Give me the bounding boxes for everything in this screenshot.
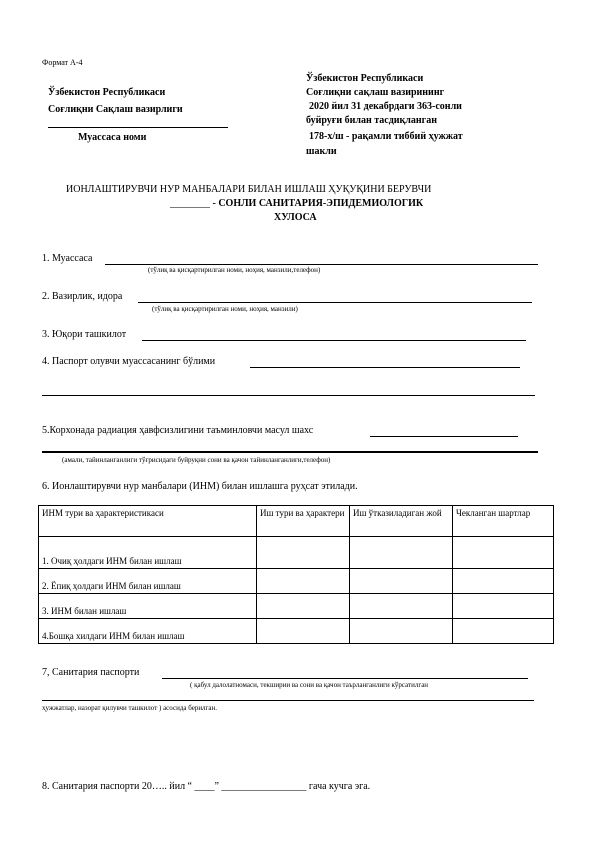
inm-table-header: ИНМ тури ва ҳарактеристикаси (39, 506, 257, 537)
field7-label: 7, Санитария паспорти (42, 667, 140, 678)
work-place-cell[interactable] (350, 594, 453, 619)
left-header-line2: Соғлиқни Сақлаш вазирлиги (48, 104, 183, 115)
right-header-line2: Соғлиқни сақлаш вазирининг (306, 87, 445, 98)
table-row (39, 619, 554, 644)
inm-table-header: Иш тури ва ҳарактери (257, 506, 350, 537)
inm-table-header: Иш ўтказиладиган жой (350, 506, 453, 537)
field5-hint: (амали, тайинланганлиги тўғрисидаги буйруқни сони ва қачон тайинланганлиги,телефон) (62, 456, 331, 464)
right-header-line1: Ўзбекистон Республикаси (306, 73, 424, 84)
field8-text: 8. Санитария паспорти 20….. йил “ ____” _________________ гача кучга эга. (42, 781, 371, 792)
title-line2-text: - СОНЛИ САНИТАРИЯ-ЭПИДЕМИОЛОГИК (210, 198, 424, 209)
restrictions-cell[interactable] (453, 537, 554, 569)
field6-label: 6. Ионлаштирувчи нур манбалари (ИНМ) билан ишлашга руҳсат этилади. (42, 481, 358, 492)
inm-table-header: Чекланган шартлар (453, 506, 554, 537)
inm-type-cell: 2. Ёпиқ ҳолдаги ИНМ билан ишлаш (39, 569, 257, 594)
title-line2 (170, 198, 423, 209)
field3-label: 3. Юқори ташкилот (42, 329, 127, 340)
work-place-cell[interactable] (350, 619, 453, 644)
field7-hint: ( қабул далолатномаси, текширии ва сони ва қачон таърланганлиги кўрсатилган (190, 681, 429, 689)
restrictions-cell[interactable] (453, 619, 554, 644)
field1-hint: (тўлиқ ва қисқартирилган номи, ноҳия, манзили,телефон) (148, 266, 321, 274)
field5-input-line2[interactable] (42, 451, 538, 453)
inm-table (38, 505, 554, 644)
left-header-line1: Ўзбекистон Республикаси (48, 87, 166, 98)
format-label: Формат А-4 (42, 58, 83, 67)
field1-label: 1. Муассаса (42, 253, 93, 264)
work-place-cell[interactable] (350, 537, 453, 569)
inm-type-cell: 4.Бошқа хилдаги ИНМ билан ишлаш (39, 619, 257, 644)
inm-table-header-row (39, 506, 554, 537)
restrictions-cell[interactable] (453, 594, 554, 619)
field4-input[interactable] (250, 367, 520, 368)
field4-input-line2[interactable] (42, 395, 535, 396)
field5-label: 5.Корхонада радиация ҳавфсизлигини таъминловчи масул шахс (42, 425, 314, 436)
work-type-cell[interactable] (257, 594, 350, 619)
field7-input[interactable] (162, 678, 528, 679)
table-row (39, 569, 554, 594)
conclusion-number-blank[interactable]: ________ (170, 198, 210, 209)
institution-name-line[interactable] (48, 127, 228, 128)
institution-name-caption: Муассаса номи (78, 132, 147, 143)
field2-label: 2. Вазирлик, идора (42, 291, 123, 302)
work-place-cell[interactable] (350, 569, 453, 594)
field7-tail: ҳужжатлар, назорат қилувчи ташкилот ) асосида берилган. (42, 704, 218, 712)
inm-type-cell: 3. ИНМ билан ишлаш (39, 594, 257, 619)
table-row (39, 537, 554, 569)
right-header-line5: 178-х/ш - рақамли тиббий ҳужжат (309, 131, 463, 142)
right-header-line3: 2020 йил 31 декабрдаги 363-сонли (309, 101, 462, 112)
work-type-cell[interactable] (257, 537, 350, 569)
title-line3: ХУЛОСА (274, 212, 317, 223)
field2-input[interactable] (138, 302, 532, 303)
field7-input-line2[interactable] (42, 700, 534, 701)
table-row (39, 594, 554, 619)
field2-hint: (тўлиқ ва қисқартирилган номи, ноҳия, манзили) (152, 305, 298, 313)
restrictions-cell[interactable] (453, 569, 554, 594)
field1-input[interactable] (105, 264, 538, 265)
field4-label: 4. Паспорт олувчи муассасанинг бўлими (42, 356, 216, 367)
inm-type-cell: 1. Очиқ ҳолдаги ИНМ билан ишлаш (39, 537, 257, 569)
right-header-line4: буйруғи билан тасдиқланган (306, 115, 437, 126)
right-header-line6: шакли (306, 146, 337, 157)
field3-input[interactable] (142, 340, 526, 341)
work-type-cell[interactable] (257, 619, 350, 644)
field5-input[interactable] (370, 436, 518, 437)
title-line1: ИОНЛАШТИРУВЧИ НУР МАНБАЛАРИ БИЛАН ИШЛАШ ҲУҚУҚИНИ БЕРУВЧИ (66, 184, 432, 195)
work-type-cell[interactable] (257, 569, 350, 594)
